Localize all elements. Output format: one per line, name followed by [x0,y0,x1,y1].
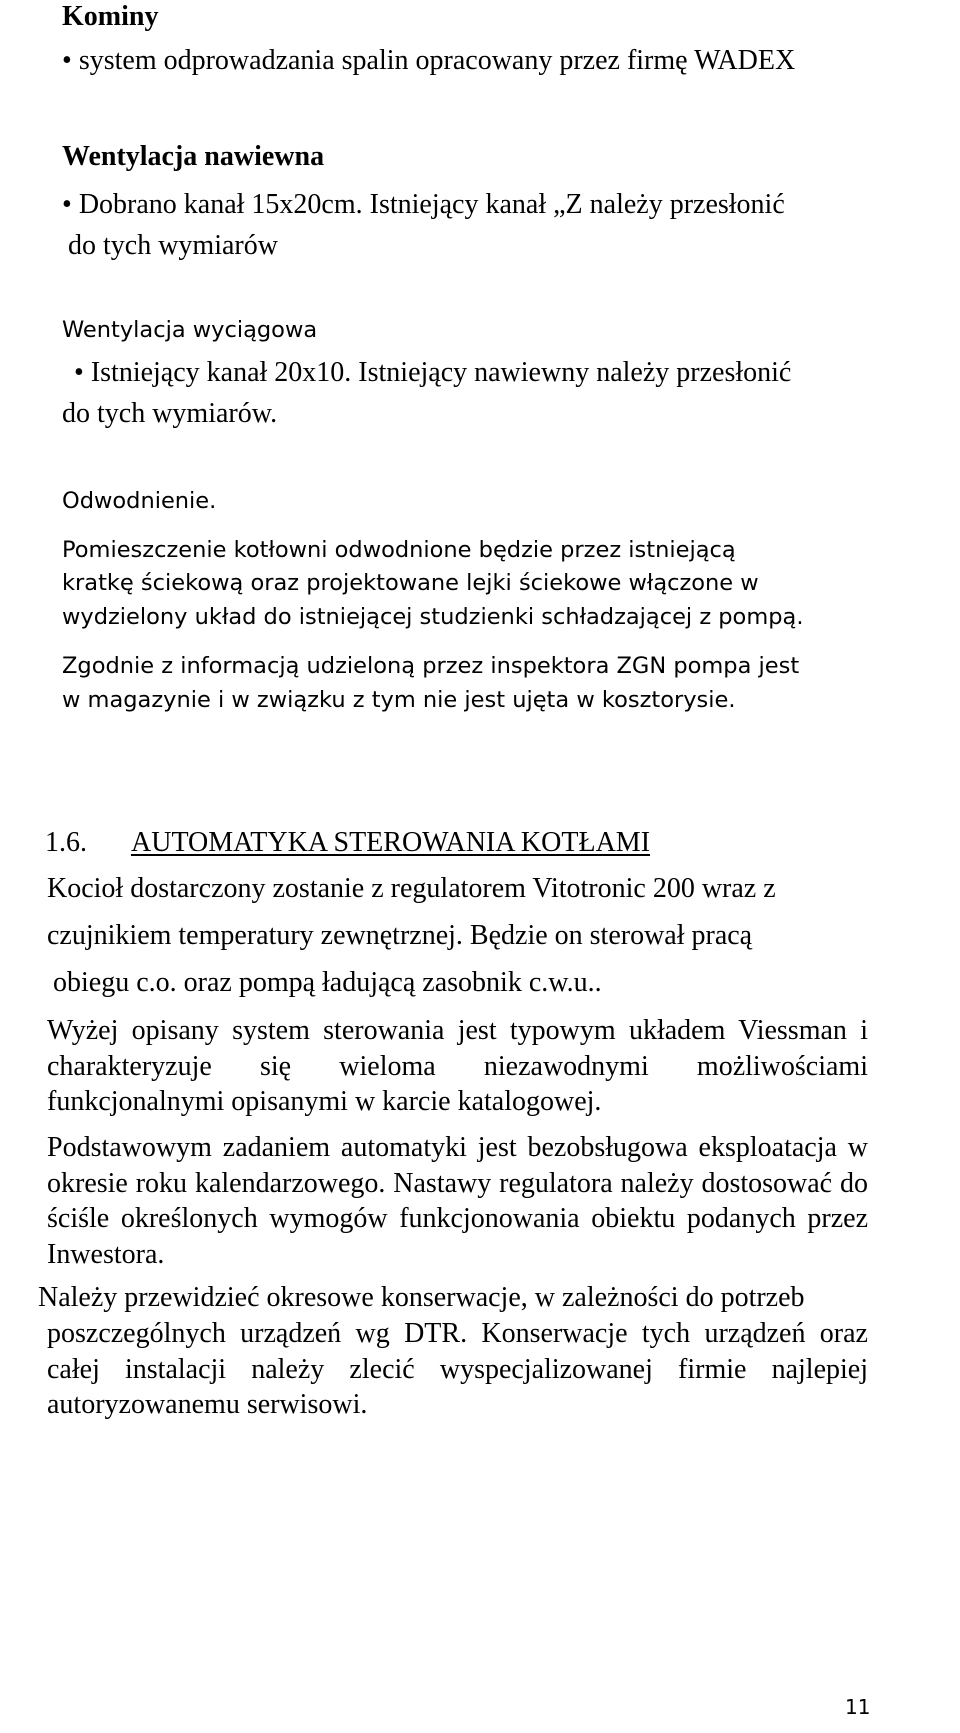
paragraph-wyzej-opisany: Wyżej opisany system sterowania jest typowym układem Viessman i charakteryzuje się wieloma niezawodnymi możliwościami funkcjonalnymi opisanymi w karcie katalogowej. [47,1015,868,1117]
paragraph-nalezy-rest: poszczególnych urządzeń wg DTR. Konserwacje tych urządzeń oraz całej instalacji należy zlecić wyspecjalizowanej firmie najlepiej autoryzowanemu serwisowi. [47,1318,868,1420]
automatyka-intro-line-3: obiegu c.o. oraz pompą ładującą zasobnik c.w.u.. [53,967,602,998]
paragraph-nalezy-first-line: Należy przewidzieć okresowe konserwacje, w zależności do potrzeb [38,1282,805,1313]
odwodnienie-line-1: Pomieszczenie kotłowni odwodnione będzie przez istniejącą [62,537,736,563]
bullet-icon: • [74,357,84,388]
automatyka-intro-line-2: czujnikiem temperatury zewnętrznej. Będzie on sterował pracą [47,920,753,951]
odwodnienie-line-5: w magazynie i w związku z tym nie jest ujęta w kosztorysie. [62,687,736,713]
list-item-continuation: do tych wymiarów. [62,398,278,429]
bullet-icon: • [62,189,72,220]
heading-wentylacja-nawiewna: Wentylacja nawiewna [62,141,325,172]
heading-odwodnienie: Odwodnienie. [62,488,217,514]
odwodnienie-line-2: kratkę ściekową oraz projektowane lejki ściekowe włączone w [62,570,759,596]
list-item-text: Istniejący kanał 20x10. Istniejący nawiewny należy przesłonić [90,357,792,388]
section-title: AUTOMATYKA STEROWANIA KOTŁAMI [131,827,651,858]
section-number: 1.6. [45,827,87,858]
list-item-continuation: do tych wymiarów [68,230,278,261]
list-item-text: Dobrano kanał 15x20cm. Istniejący kanał „Z należy przesłonić [78,189,785,220]
odwodnienie-line-3: wydzielony układ do istniejącej studzienki schładzającej z pompą. [62,604,804,630]
odwodnienie-line-4: Zgodnie z informacją udzieloną przez inspektora ZGN pompa jest [62,653,800,679]
paragraph-podstawowym-zadaniem: Podstawowym zadaniem automatyki jest bezobsługowa eksploatacja w okresie roku kalendarzowego. Nastawy regulatora należy dostosować do ściśle określonych wymogów funkcjonowania obiektu podanych przez Inwestora. [47,1132,868,1270]
heading-kominy: Kominy [62,1,159,32]
list-item-text: system odprowadzania spalin opracowany przez firmę WADEX [78,45,796,76]
heading-wentylacja-wyciagowa: Wentylacja wyciągowa [62,317,318,343]
list-item-wyciagowa [74,356,791,390]
automatyka-intro-line-1: Kocioł dostarczony zostanie z regulatorem Vitotronic 200 wraz z [47,873,776,904]
list-item-kominy [62,44,795,78]
list-item-nawiewna [62,188,785,222]
bullet-icon: • [62,45,72,76]
page-number: 11 [845,1695,871,1719]
